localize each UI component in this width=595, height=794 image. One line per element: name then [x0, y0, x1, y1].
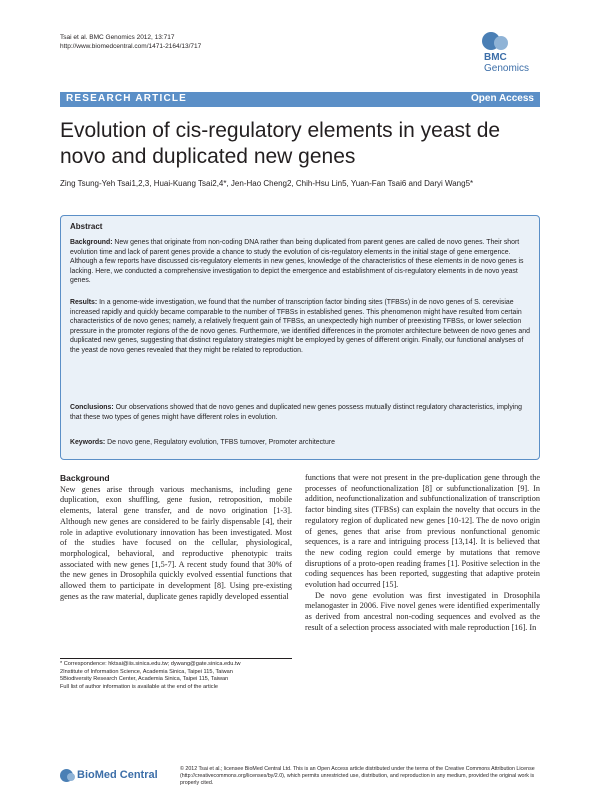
logo-text-journal: Genomics	[484, 63, 530, 74]
publisher-name: BioMed Central	[77, 769, 158, 781]
abstract-conclusions	[70, 403, 532, 422]
abstract-keywords-label: Keywords:	[70, 439, 106, 446]
logo-circle-icon	[494, 36, 508, 50]
article-type-banner	[60, 92, 540, 107]
abstract-box	[60, 215, 540, 460]
header-citation	[60, 33, 201, 51]
abstract-background-text: New genes that originate from non-coding DNA rather than being duplicated from parent genes are called de novo genes. Their short evolution time and lack of parent genes provide a chance to study the evolution of cis-regulatory elements in the initial stage of gene emergence. Although a few reports have discussed cis-regulatory elements in new genes, knowledge of the characteristics of these elements in de novo genes is lacking. Here, we conducted a comprehensive investigation to depict the emergence and establishment of cis-regulatory elements in de novo yeast genes.	[70, 239, 524, 285]
author-list: Zing Tsung-Yeh Tsai1,2,3, Huai-Kuang Tsai2,4*, Jen-Hao Cheng2, Chih-Hsu Lin5, Yuan-Fan Tsai6 and Daryi Wang5*	[60, 179, 474, 188]
affiliation-note: 5Biodiversity Research Center, Academia Sinica, Taipei 115, Taiwan	[60, 676, 229, 683]
bmc-genomics-logo	[470, 30, 550, 76]
abstract-keywords	[70, 438, 532, 448]
footnote-divider	[60, 658, 292, 659]
abstract-results-label: Results:	[70, 299, 98, 306]
body-column-right	[305, 473, 540, 634]
license-text: © 2012 Tsai et al.; licensee BioMed Central Ltd. This is an Open Access article distributed under the terms of the Creative Commons Attribution License (http://creativecommons.org/licenses/by/2.0), which permits unrestricted use, distribution, and reproduction in any medium, provided the original work is properly cited.	[180, 766, 535, 787]
abstract-conclusions-label: Conclusions:	[70, 404, 114, 411]
abstract-heading: Abstract	[70, 222, 103, 231]
correspondence-note: * Correspondence: hktsai@iis.sinica.edu.tw; dywang@gate.sinica.edu.tw	[60, 661, 241, 667]
author-info-note: Full list of author information is available at the end of the article	[60, 683, 218, 690]
abstract-conclusions-text: Our observations showed that de novo genes and duplicated new genes possess mutually distinct regulatory characteristics, implying that these two types of genes might have different roles in evolution.	[70, 404, 522, 421]
abstract-results	[70, 298, 532, 356]
body-column-left	[60, 473, 292, 602]
citation-url[interactable]: http://www.biomedcentral.com/1471-2164/13/717	[60, 43, 202, 50]
open-access-label: Open Access	[471, 93, 534, 104]
article-type-label: RESEARCH ARTICLE	[66, 93, 188, 104]
publisher-logo-icon	[67, 773, 75, 781]
abstract-background-label: Background:	[70, 239, 113, 246]
body-paragraph: De novo gene evolution was first investigated in Drosophila melanogaster in 2006. Five novel genes were identified experimentally as derived from ancestral non-coding sequences and evolved as the result of a selection process associated with male reproduction [16]. In	[305, 590, 540, 632]
footnotes	[60, 661, 300, 691]
abstract-results-text: In a genome-wide investigation, we found that the number of transcription factor binding sites (TFBSs) in de novo genes of S. cerevisiae increased rapidly and quickly became comparable to the number of TFBSs in established genes. This phenomenon might have resulted from certain characteristics of de novo genes; namely, a relatively frequent gain of TFBSs, an unexpectedly high number of preexisting TFBSs, or lower selection pressure in the promoter regions of the de novo genes. Furthermore, we identified differences in the promoter architecture between de novo genes and duplicated new genes, suggesting that distinct regulatory strategies might be employed by genes of different origin. Finally, our functional analyses of the yeast de novo genes revealed that they might be related to reproduction.	[70, 299, 530, 354]
biomed-central-logo	[60, 766, 165, 784]
background-heading: Background	[60, 473, 110, 483]
citation-line: Tsai et al. BMC Genomics 2012, 13:717	[60, 34, 175, 41]
affiliation-note: 2Institute of Information Science, Academia Sinica, Taipei 115, Taiwan	[60, 668, 233, 675]
article-title: Evolution of cis-regulatory elements in yeast de novo and duplicated new genes	[60, 119, 501, 168]
body-paragraph: New genes arise through various mechanisms, including gene duplication, exon shuffling, gene fusion, retroposition, mobile elements, lateral gene transfer, and de novo origination [1-3]. Although new genes are considered to be fairly dispensable [4], their role in adaptive evolutionary innovation has been investigated. Most of the studies have focused on the cellular, physiological, morphological, behavioral, and reproductive phenotypic traits associated with new genes [1,5-7]. A recent study found that 30% of the new genes in Drosophila quickly evolved essential functions that allowed them to participate in development [8]. Using pre-existing genes as the raw material, duplicate genes rapidly developed essential	[60, 484, 292, 601]
logo-text-bmc: BMC	[484, 52, 507, 63]
abstract-keywords-text: De novo gene, Regulatory evolution, TFBS turnover, Promoter architecture	[107, 439, 335, 446]
abstract-background	[70, 238, 532, 286]
body-paragraph: functions that were not present in the pre-duplication gene through the processes of neofunctionalization [8] or subfunctionalization [9]. In addition, neofunctionalization and subfunctionalization of transcription factor binding sites (TFBSs) can explain the novelty that occurs in the regulatory region of duplicated new genes [10-12]. The de novo origin of genes, genes that arise from previous nonfunctional genomic sequences, is a rare and intriguing process [13,14]. It is believed that the new coding region could emerge by mutations that remove disruptions of a proto-open reading frames [1]. Positive selection in the coding sequences has been reported, suggesting that adaptive protein evolution had occurred [15].	[305, 473, 540, 590]
